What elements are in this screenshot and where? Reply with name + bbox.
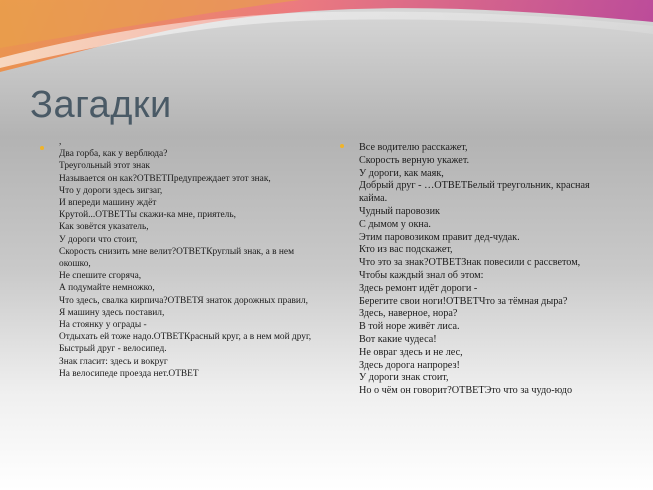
- text-line: Что это за знак?ОТВЕТЗнак повесили с рассветом,: [359, 257, 581, 269]
- text-line: Здесь, наверное, нора?: [359, 308, 458, 320]
- text-line: Скорость верную укажет.: [359, 154, 470, 166]
- text-line: Отдыхать ей тоже надо.ОТВЕТКрасный круг, а в нем мой друг,: [59, 332, 312, 343]
- text-line: Что здесь, свалка кирпича?ОТВЕТЯ знаток дорожных правил,: [59, 295, 308, 306]
- text-line: Берегите свои ноги!ОТВЕТЧто за тёмная дыра?: [359, 295, 568, 307]
- text-line: Два горба, как у верблюда?: [59, 149, 168, 160]
- text-line: Что у дороги здесь зигзаг,: [59, 185, 163, 196]
- text-line: На велосипеде проезда нет.ОТВЕТ: [59, 368, 199, 379]
- bullet-icon: [340, 144, 344, 148]
- text-line: Но о чём он говорит?ОТВЕТЭто что за чудо-юдо: [359, 385, 573, 397]
- bullet-icon: [40, 146, 44, 150]
- text-line: И впереди машину ждёт: [59, 198, 157, 209]
- text-line: Знак гласит: здесь и вокруг: [59, 356, 168, 367]
- text-line: На стоянку у ограды -: [59, 320, 147, 331]
- text-line: У дороги, как маяк,: [359, 167, 444, 179]
- text-line: С дымом у окна.: [359, 218, 431, 230]
- text-line: А подумайте немножко,: [59, 283, 155, 294]
- text-line: Кто из вас подскажет,: [359, 244, 453, 256]
- decorative-swoosh: [0, 0, 653, 80]
- text-line: ,: [59, 137, 62, 147]
- text-line: Я машину здесь поставил,: [59, 307, 165, 318]
- text-line: Быстрый друг - велосипед.: [59, 344, 167, 355]
- text-line: Добрый друг - …ОТВЕТБелый треугольник, красная кайма.: [359, 180, 590, 205]
- right-column: [340, 142, 620, 398]
- text-line: Все водителю расскажет,: [359, 142, 468, 153]
- text-line: Не овраг здесь и не лес,: [359, 346, 463, 358]
- text-line: Вот какие чудеса!: [359, 333, 437, 345]
- text-line: Треугольный этот знак: [59, 161, 150, 172]
- text-line: Как зовётся указатель,: [59, 222, 149, 233]
- text-line: Крутой...ОТВЕТТы скажи-ка мне, приятель,: [59, 210, 236, 221]
- slide-title: Загадки: [30, 84, 172, 126]
- text-line: Этим паровозиком правит дед-чудак.: [359, 231, 520, 243]
- text-line: В той норе живёт лиса.: [359, 321, 460, 333]
- text-line: Чудный паровозик: [359, 205, 440, 217]
- text-line: Чтобы каждый знал об этом:: [359, 269, 484, 281]
- left-column: [40, 136, 320, 380]
- right-column-text: [359, 142, 620, 398]
- text-line: Называется он как?ОТВЕТПредупреждает этот знак,: [59, 173, 271, 184]
- text-line: У дороги знак стоит,: [359, 372, 449, 384]
- text-line: Не спешите сгоряча,: [59, 271, 142, 282]
- text-line: У дороги что стоит,: [59, 234, 138, 245]
- text-line: Здесь дорога напрорез!: [359, 359, 460, 371]
- text-line: Здесь ремонт идёт дороги -: [359, 282, 478, 294]
- text-line: Скорость снизить мне велит?ОТВЕТКруглый знак, а в нем окошко,: [59, 246, 295, 270]
- left-column-text: [59, 136, 320, 380]
